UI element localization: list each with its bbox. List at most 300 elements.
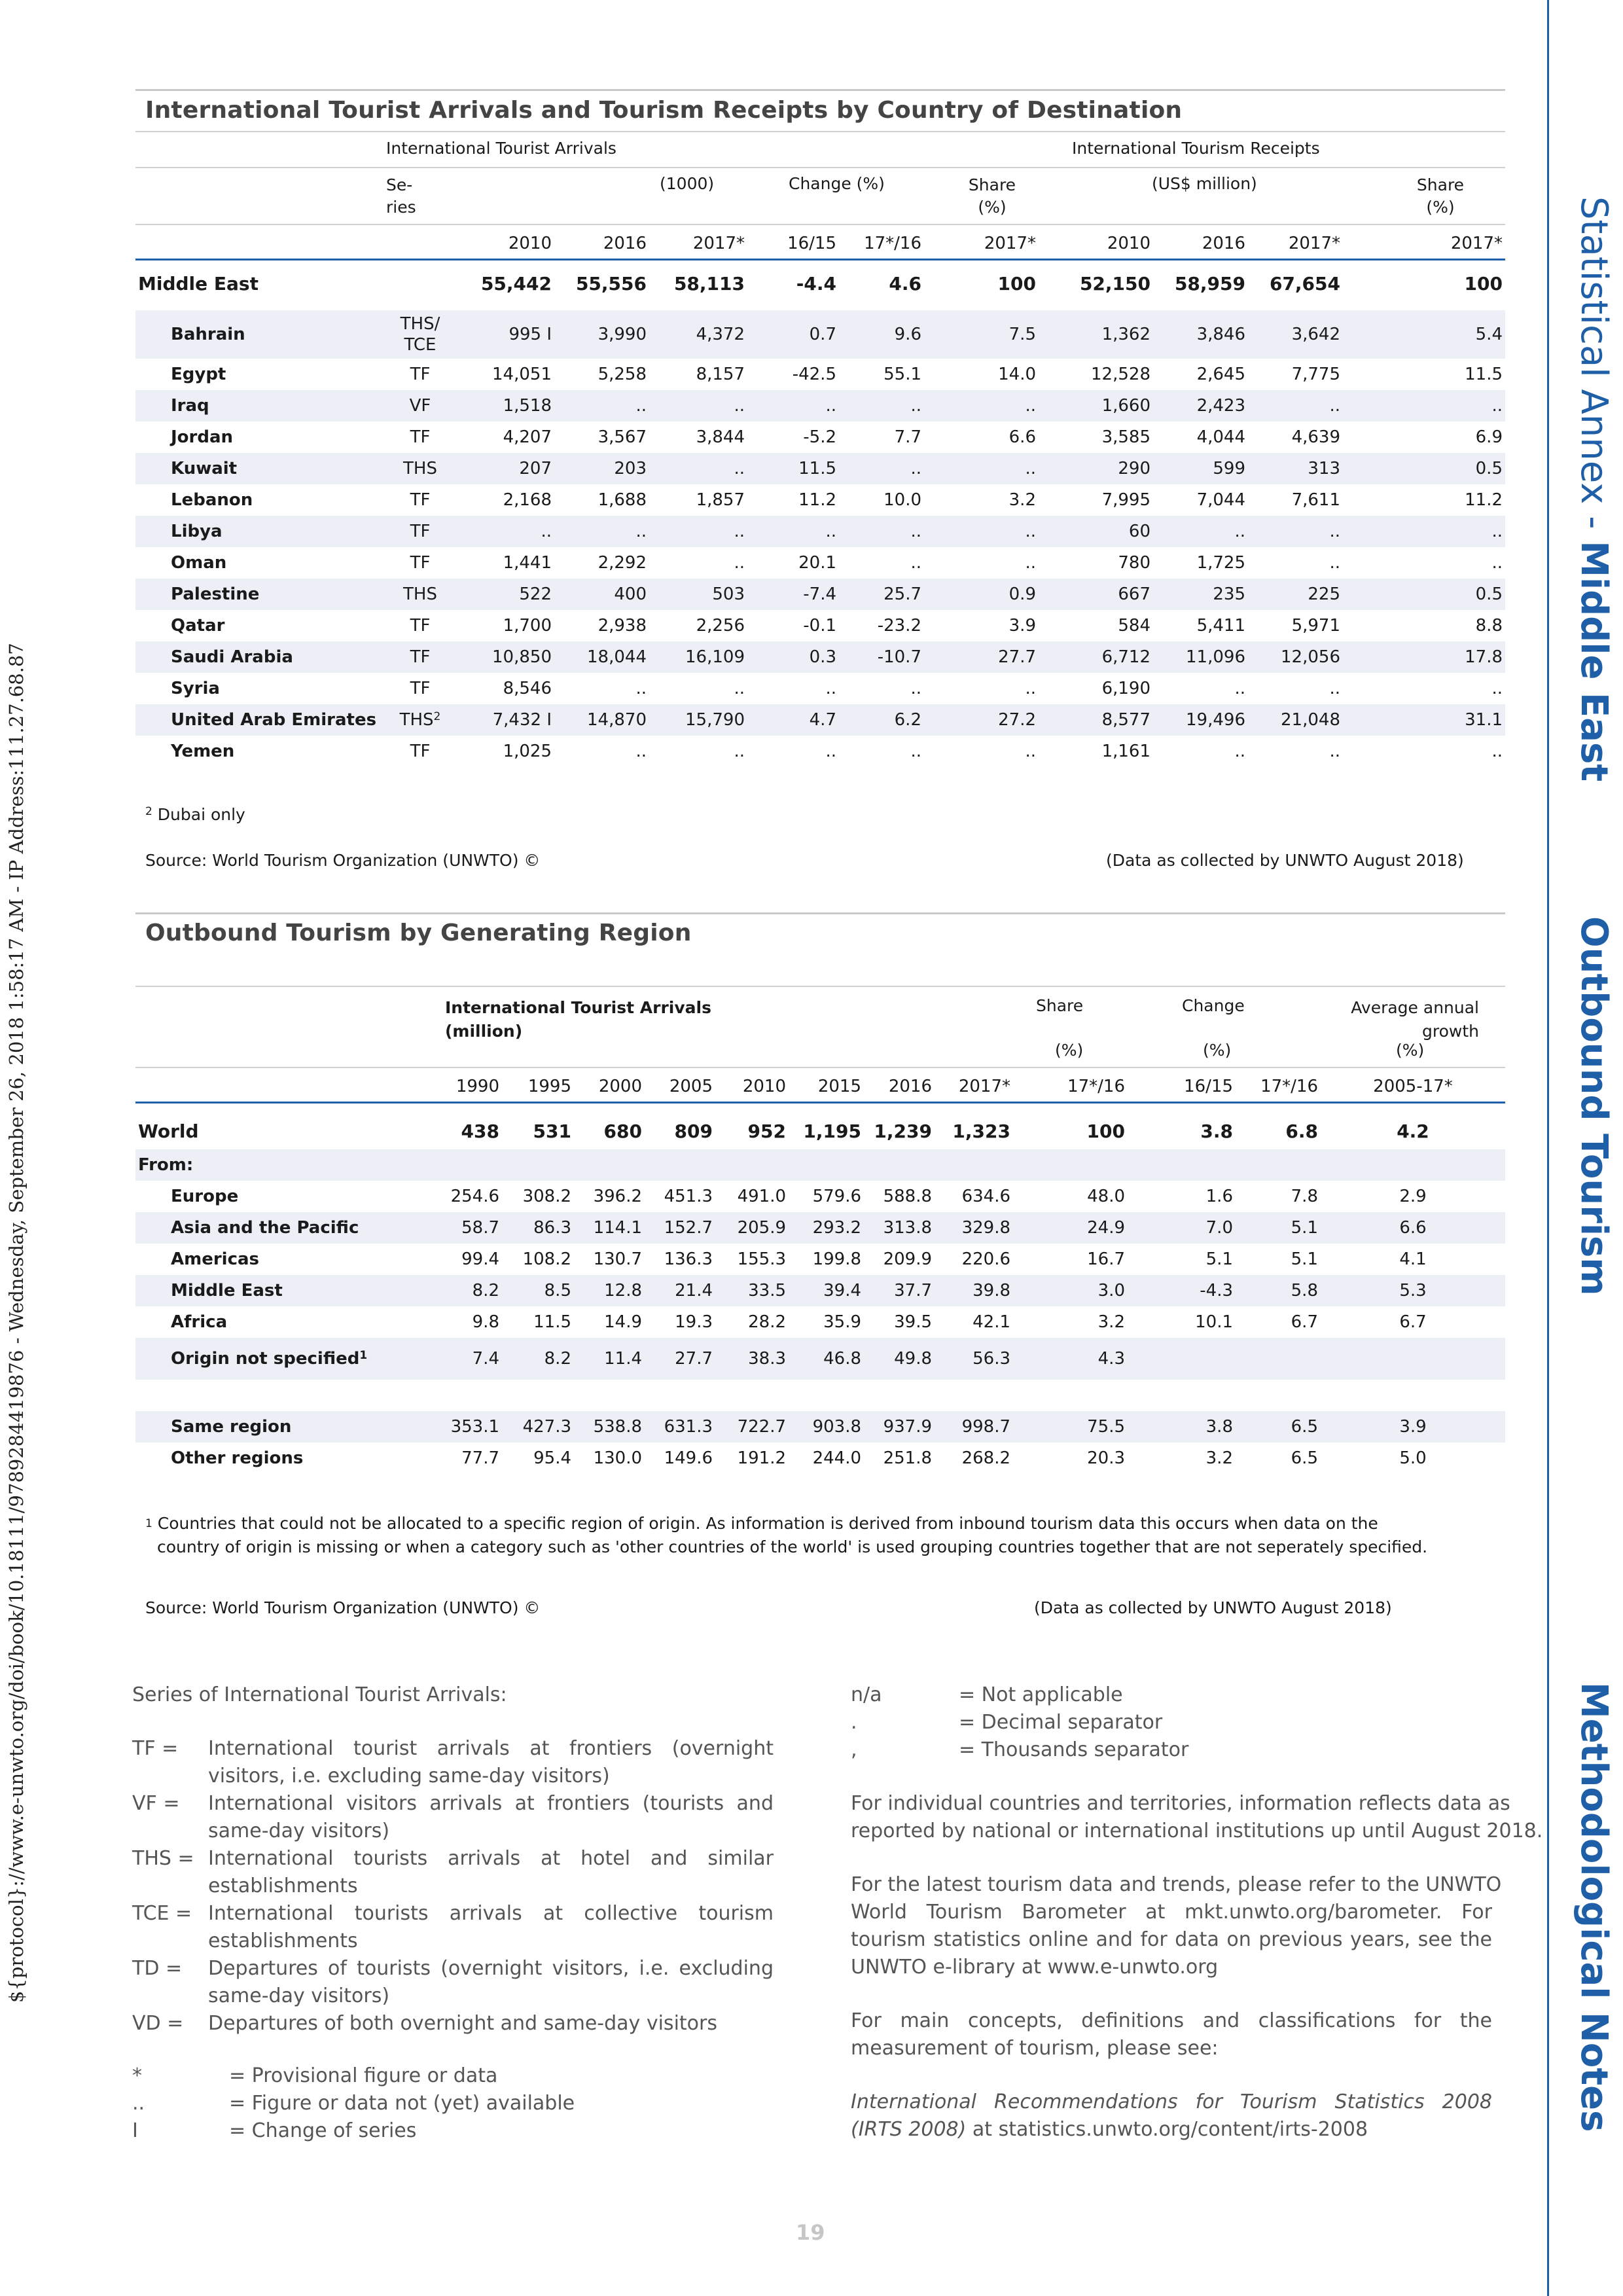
year-cell: 2010 <box>1107 234 1150 253</box>
series-definition <box>132 1984 774 2012</box>
cell-value: .. <box>649 390 747 422</box>
cell-value: 20.3 <box>1087 1448 1125 1468</box>
table-row <box>135 1411 1505 1443</box>
cell-value: 6.9 <box>1475 427 1503 447</box>
cell-value: -42.5 <box>792 365 836 384</box>
cell-value: .. <box>554 516 649 547</box>
note-line: UNWTO e-library at www.e-unwto.org <box>851 1956 1219 1979</box>
table1-body <box>135 264 1505 767</box>
table-row <box>135 422 1505 453</box>
cell-value: 19,496 <box>1153 704 1248 736</box>
table-row <box>135 484 1505 516</box>
note-line: measurement of tourism, please see: <box>851 2037 1219 2060</box>
series-code: TF <box>410 490 431 510</box>
cell-value: 998.7 <box>935 1411 1013 1443</box>
cell-value: .. <box>839 453 924 484</box>
cell-value: 136.3 <box>664 1249 713 1269</box>
table2-top-rule <box>135 912 1505 914</box>
cell-value: 313 <box>1248 453 1343 484</box>
cell-value: .. <box>459 516 554 547</box>
cell-value: 5.8 <box>1236 1275 1321 1306</box>
cell-value: .. <box>747 390 839 422</box>
table2-avg-pct: (%) <box>1396 1041 1425 1060</box>
series-definition <box>132 1957 774 1984</box>
cell-value: 20.1 <box>798 553 836 573</box>
cell-value: 8,577 <box>1039 704 1153 736</box>
series-definition <box>132 1820 774 1847</box>
cell-value: 99.4 <box>461 1249 499 1269</box>
table1-title-rule <box>135 131 1505 132</box>
cell-value: 149.6 <box>664 1448 713 1468</box>
origin-label: Origin not specified <box>171 1349 360 1369</box>
country-name: Palestine <box>135 579 381 610</box>
cell-value: 290 <box>1039 453 1153 484</box>
cell-value: 14,051 <box>492 365 552 384</box>
cell-value: 3,567 <box>597 427 647 447</box>
symbol-list <box>132 2064 774 2147</box>
cell-value: 14.0 <box>998 365 1036 384</box>
cell-value: 809 <box>674 1120 713 1142</box>
sidebar-region: Middle East <box>1573 541 1615 782</box>
cell-value: 4,044 <box>1196 427 1245 447</box>
series-text: establishments <box>208 1929 358 1952</box>
table-row <box>135 641 1505 673</box>
cell-value: 77.7 <box>461 1448 499 1468</box>
series-text: Departures of tourists (overnight visitors, i.e. excluding <box>208 1957 774 1980</box>
cell-value: 4.2 <box>1397 1120 1429 1142</box>
country-name: Saudi Arabia <box>135 641 381 673</box>
table-row <box>135 673 1505 704</box>
cell-value: 667 <box>1039 579 1153 610</box>
year-cell: 1995 <box>527 1077 571 1096</box>
series-code: TF = <box>132 1737 179 1760</box>
year-cell: 2017* <box>984 234 1036 253</box>
cell-value: 209.9 <box>883 1249 932 1269</box>
cell-value: .. <box>910 679 921 698</box>
year-cell: 16/15 <box>1184 1077 1233 1096</box>
cell-value: 3,844 <box>696 427 745 447</box>
cell-value: 199.8 <box>812 1249 861 1269</box>
cell-value: 11.4 <box>574 1338 645 1380</box>
table-row <box>135 516 1505 547</box>
series-code: TF <box>381 641 459 673</box>
cell-value: 4,639 <box>1291 427 1340 447</box>
series-definition <box>132 1902 774 1929</box>
table2-share-pct: (%) <box>1055 1041 1084 1060</box>
table-row <box>135 547 1505 579</box>
cell-value: 451.3 <box>664 1187 713 1206</box>
cell-value: 1,725 <box>1196 553 1245 573</box>
cell-value: 46.8 <box>789 1338 864 1380</box>
table1-share-header: Share (%) <box>968 175 1016 217</box>
symbol: .. <box>132 2092 145 2115</box>
cell-value: 4,207 <box>503 427 552 447</box>
table-row <box>135 1212 1505 1244</box>
cell-value: 39.5 <box>894 1312 932 1332</box>
cell-value: .. <box>635 742 647 761</box>
cell-value: 52,150 <box>1079 272 1150 295</box>
cell-value: 3,846 <box>1153 310 1248 359</box>
cell-value: 3.2 <box>1008 490 1036 510</box>
cell-value: .. <box>734 679 745 698</box>
table1-arrivals-group: International Tourist Arrivals <box>386 139 616 158</box>
sidebar-rule <box>1547 0 1549 2296</box>
cell-value: 235 <box>1153 579 1248 610</box>
cell-value: 0.7 <box>747 310 839 359</box>
cell-value: 6.5 <box>1236 1411 1321 1443</box>
cell-value: 6,712 <box>1039 641 1153 673</box>
cell-value: 6.5 <box>1291 1448 1318 1468</box>
series-code: TF <box>410 679 431 698</box>
irts-reference <box>851 2090 1492 2118</box>
table-row <box>135 390 1505 422</box>
cell-value: 4.6 <box>889 272 921 295</box>
country-name: Libya <box>135 516 381 547</box>
cell-value: 903.8 <box>789 1411 864 1443</box>
table-row <box>135 359 1505 390</box>
cell-value: 308.2 <box>522 1187 571 1206</box>
cell-value: 9.6 <box>839 310 924 359</box>
irts-abbr: (IRTS 2008) <box>851 2118 967 2141</box>
cell-value: .. <box>1491 679 1503 698</box>
cell-value <box>1236 1338 1321 1380</box>
country-name: Bahrain <box>135 310 381 359</box>
cell-value: 12,056 <box>1248 641 1343 673</box>
cell-value: 1,323 <box>952 1120 1010 1142</box>
region-name: Africa <box>171 1312 228 1332</box>
cell-value: 60 <box>1039 516 1153 547</box>
cell-value: 952 <box>747 1120 786 1142</box>
series-code: VD = <box>132 2012 184 2035</box>
table2-years-row <box>135 1071 1505 1102</box>
series-code <box>381 704 459 736</box>
table-row <box>135 310 1505 359</box>
table1-share2-header: Share (%) <box>1416 175 1465 217</box>
cell-value: 2.9 <box>1399 1187 1427 1206</box>
abbr-definition <box>851 1711 1492 1738</box>
cell-value: 8.5 <box>502 1275 574 1306</box>
symbol-definition <box>132 2092 774 2119</box>
cell-value: 588.8 <box>883 1187 932 1206</box>
series-code-text: THS <box>399 710 434 730</box>
cell-value: 3,642 <box>1248 310 1343 359</box>
cell-value: .. <box>1329 742 1340 761</box>
cell-value: 58,959 <box>1174 272 1245 295</box>
cell-value: 5.3 <box>1321 1275 1505 1306</box>
cell-value <box>1128 1338 1236 1380</box>
cell-value: 100 <box>1086 1120 1125 1142</box>
cell-value: 8,546 <box>503 679 552 698</box>
cell-value: 28.2 <box>748 1312 786 1332</box>
series-code: TF <box>410 616 431 636</box>
year-cell: 2010 <box>742 1077 786 1096</box>
table1-collected: (Data as collected by UNWTO August 2018) <box>1106 851 1464 870</box>
cell-value: 11.5 <box>1465 365 1503 384</box>
year-cell: 2000 <box>598 1077 642 1096</box>
cell-value: 1,362 <box>1039 310 1153 359</box>
table-row <box>135 704 1505 736</box>
table2-change-header: Change <box>1182 996 1245 1015</box>
series-definition <box>132 1847 774 1874</box>
cell-value: 6.7 <box>1399 1312 1427 1332</box>
cell-value: 27.7 <box>924 641 1039 673</box>
cell-value: 2,645 <box>1196 365 1245 384</box>
symbol: n/a <box>851 1683 882 1706</box>
cell-value: 937.9 <box>864 1411 935 1443</box>
cell-value: .. <box>1491 553 1503 573</box>
note-line: reported by national or international institutions up until August 2018. <box>851 1820 1543 1842</box>
series-code: TF <box>410 553 431 573</box>
year-cell: 16/15 <box>787 234 836 253</box>
cell-value: 7,611 <box>1291 490 1340 510</box>
cell-value: 995 I <box>459 310 554 359</box>
series-code: TD = <box>132 1957 183 1980</box>
cell-value: 2,292 <box>597 553 647 573</box>
cell-value: 191.2 <box>737 1448 786 1468</box>
table-row <box>135 579 1505 610</box>
symbol-meaning: = Thousands separator <box>959 1738 1189 1761</box>
year-cell: 2016 <box>888 1077 932 1096</box>
cell-value: 2,256 <box>696 616 745 636</box>
cell-value: 599 <box>1153 453 1248 484</box>
cell-value: 16.7 <box>1087 1249 1125 1269</box>
cell-value: 268.2 <box>961 1448 1010 1468</box>
cell-value: 293.2 <box>789 1212 864 1244</box>
country-name: Oman <box>171 553 227 573</box>
cell-value: 396.2 <box>593 1187 642 1206</box>
cell-value: .. <box>910 553 921 573</box>
sidebar-heading-methodological: Methodological Notes <box>1573 1682 1615 2132</box>
cell-value: .. <box>825 742 836 761</box>
symbol: * <box>132 2064 142 2087</box>
cell-value: 5.0 <box>1399 1448 1427 1468</box>
cell-value: 55,556 <box>575 272 647 295</box>
cell-value: 7.5 <box>924 310 1039 359</box>
series-code: TF <box>410 365 431 384</box>
table1-usd-header: (US$ million) <box>1152 174 1257 193</box>
symbol: I <box>132 2119 138 2142</box>
cell-value: 15,790 <box>649 704 747 736</box>
cell-value: -4.4 <box>796 272 836 295</box>
cell-value: .. <box>1234 679 1245 698</box>
cell-value: 3,990 <box>554 310 649 359</box>
cell-value: 1,441 <box>503 553 552 573</box>
country-name: Qatar <box>171 616 225 636</box>
country-name: Syria <box>171 679 220 698</box>
cell-value: .. <box>924 390 1039 422</box>
cell-value: 31.1 <box>1343 704 1505 736</box>
series-definition <box>132 1765 774 1792</box>
series-code: THS/ TCE <box>381 310 459 359</box>
cell-value: 7.4 <box>433 1338 502 1380</box>
series-code: TF <box>381 516 459 547</box>
year-cell: 2005-17* <box>1373 1077 1453 1096</box>
series-text: Departures of both overnight and same-day visitors <box>208 2012 717 2035</box>
year-cell: 2017* <box>958 1077 1010 1096</box>
cell-value: 55,442 <box>480 272 552 295</box>
access-info-margin: ${protocol}://www.e-unwto.org/doi/book/10.18111/9789284419876 - Wednesday, September 26, 2018 1:58:17 AM - IP Address:111.27.68.87 <box>5 643 27 2003</box>
cell-value: 4.1 <box>1399 1249 1427 1269</box>
cell-value: 12.8 <box>574 1275 645 1306</box>
series-text: same-day visitors) <box>208 1984 390 2007</box>
cell-value: 205.9 <box>715 1212 789 1244</box>
table-row <box>135 1181 1505 1212</box>
cell-value: 6.7 <box>1291 1312 1318 1332</box>
cell-value: 21,048 <box>1248 704 1343 736</box>
table1-header-bottom-rule <box>135 259 1505 260</box>
cell-value: 7.8 <box>1291 1187 1318 1206</box>
cell-value: 0.9 <box>924 579 1039 610</box>
cell-value: 108.2 <box>522 1249 571 1269</box>
cell-value <box>1321 1338 1505 1380</box>
year-cell: 17*/16 <box>1260 1077 1318 1096</box>
year-cell: 2017* <box>1450 234 1503 253</box>
cell-value: 225 <box>1248 579 1343 610</box>
irts-link[interactable]: at statistics.unwto.org/content/irts-2008 <box>966 2118 1368 2141</box>
cell-value: 244.0 <box>812 1448 861 1468</box>
cell-value: 522 <box>459 579 554 610</box>
cell-value: 1,518 <box>459 390 554 422</box>
symbol-meaning: = Figure or data not (yet) available <box>229 2092 575 2115</box>
cell-value: 58,113 <box>673 272 745 295</box>
cell-value: 11.2 <box>798 490 836 510</box>
series-text: establishments <box>208 1874 358 1897</box>
region-name <box>135 1338 433 1380</box>
cell-value: 2,938 <box>597 616 647 636</box>
cell-value: 9.8 <box>472 1312 499 1332</box>
cell-value: 7.0 <box>1128 1212 1236 1244</box>
footnote-line: country of origin is missing or when a category such as 'other countries of the world' is used grouping countries together that are not seperately specified. <box>157 1537 1428 1556</box>
region-name: Europe <box>171 1187 239 1206</box>
table2-header-bottom-rule <box>135 1102 1505 1103</box>
cell-value: 634.6 <box>961 1187 1010 1206</box>
cell-value: -10.7 <box>839 641 924 673</box>
cell-value: 48.0 <box>1087 1187 1125 1206</box>
cell-value: 251.8 <box>883 1448 932 1468</box>
year-cell: 2010 <box>508 234 552 253</box>
cell-value: 531 <box>533 1120 571 1142</box>
cell-value: .. <box>1234 742 1245 761</box>
cell-value: 86.3 <box>502 1212 574 1244</box>
series-title: Series of International Tourist Arrivals: <box>132 1683 507 1706</box>
footnote-mark: 2 <box>433 710 441 723</box>
series-text: International tourists arrivals at collective tourism <box>208 1902 774 1925</box>
cell-value: 14,870 <box>554 704 649 736</box>
cell-value: 584 <box>1118 616 1150 636</box>
cell-value: 8.8 <box>1475 616 1503 636</box>
series-definition <box>132 2012 774 2039</box>
cell-value: 130.7 <box>593 1249 642 1269</box>
series-definition <box>132 1737 774 1765</box>
series-text: International tourists arrivals at hotel and similar <box>208 1847 774 1870</box>
table-row <box>135 610 1505 641</box>
cell-value: -7.4 <box>747 579 839 610</box>
sidebar-heading-outbound: Outbound Tourism <box>1573 916 1615 1296</box>
cell-value: 11.5 <box>747 453 839 484</box>
table2-subheader-rule <box>135 1067 1505 1068</box>
cell-value: 7,775 <box>1291 365 1340 384</box>
footnote-mark: 1 <box>145 1517 152 1530</box>
symbol-meaning: = Change of series <box>229 2119 417 2142</box>
table2-title: Outbound Tourism by Generating Region <box>145 920 692 946</box>
cell-value: 2,168 <box>503 490 552 510</box>
table1-footnote <box>145 805 245 824</box>
table-row <box>135 1113 1505 1149</box>
cell-value: 6.6 <box>1321 1212 1505 1244</box>
cell-value: 10,850 <box>459 641 554 673</box>
table1-change-header: Change (%) <box>789 174 885 193</box>
table-row <box>135 1443 1505 1474</box>
table2-footnote <box>145 1512 1427 1559</box>
table2-share-header: Share <box>1036 996 1084 1015</box>
table1-series-header: Se- ries <box>386 175 416 217</box>
table-row <box>135 264 1505 302</box>
country-name: Yemen <box>171 742 235 761</box>
country-name: Iraq <box>135 390 381 422</box>
cell-value: 14.9 <box>604 1312 642 1332</box>
cell-value: .. <box>1248 390 1343 422</box>
series-code: VF = <box>132 1792 180 1815</box>
table2-change-pct: (%) <box>1203 1041 1232 1060</box>
series-code: VF <box>381 390 459 422</box>
symbol: , <box>851 1738 857 1761</box>
cell-value: 39.4 <box>789 1275 864 1306</box>
cell-value: .. <box>910 742 921 761</box>
cell-value: .. <box>1025 553 1036 573</box>
cell-value: 33.5 <box>715 1275 789 1306</box>
cell-value: 35.9 <box>823 1312 861 1332</box>
series-code: TCE = <box>132 1902 192 1925</box>
cell-value: 19.3 <box>675 1312 713 1332</box>
cell-value: 7,044 <box>1196 490 1245 510</box>
cell-value: 1,161 <box>1101 742 1150 761</box>
cell-value: 3.8 <box>1200 1120 1233 1142</box>
cell-value: 220.6 <box>961 1249 1010 1269</box>
country-name: Kuwait <box>135 453 381 484</box>
cell-value: .. <box>649 516 747 547</box>
table2-body <box>135 1113 1505 1474</box>
table2-collected: (Data as collected by UNWTO August 2018) <box>1034 1598 1392 1617</box>
cell-value: 1,700 <box>503 616 552 636</box>
series-code: THS <box>381 579 459 610</box>
cell-value: 5.4 <box>1343 310 1505 359</box>
cell-value: .. <box>1343 516 1505 547</box>
cell-value: 16,109 <box>649 641 747 673</box>
cell-value: 10.1 <box>1195 1312 1233 1332</box>
country-name: Middle East <box>138 272 259 295</box>
cell-value: .. <box>747 516 839 547</box>
cell-value: 6.8 <box>1285 1120 1318 1142</box>
symbol-meaning: = Provisional figure or data <box>229 2064 498 2087</box>
cell-value: 8.2 <box>433 1275 502 1306</box>
cell-value: 5.1 <box>1291 1249 1318 1269</box>
cell-value: 0.3 <box>747 641 839 673</box>
cell-value: 3.0 <box>1013 1275 1128 1306</box>
region-name: Americas <box>171 1249 260 1269</box>
cell-value: .. <box>1248 516 1343 547</box>
footnote-line: Countries that could not be allocated to a specific region of origin. As information is derived from inbound tourism data this occurs when data on the <box>157 1514 1378 1533</box>
cell-value: 152.7 <box>645 1212 715 1244</box>
series-text: International tourist arrivals at frontiers (overnight <box>208 1737 774 1760</box>
table-row <box>135 1244 1505 1275</box>
cell-value: .. <box>1343 390 1505 422</box>
cell-value: 21.4 <box>645 1275 715 1306</box>
cell-value: 1,025 <box>503 742 552 761</box>
table-row <box>135 453 1505 484</box>
cell-value: 1,195 <box>803 1120 861 1142</box>
cell-value: 11.5 <box>533 1312 571 1332</box>
abbr-definition <box>851 1683 1492 1711</box>
